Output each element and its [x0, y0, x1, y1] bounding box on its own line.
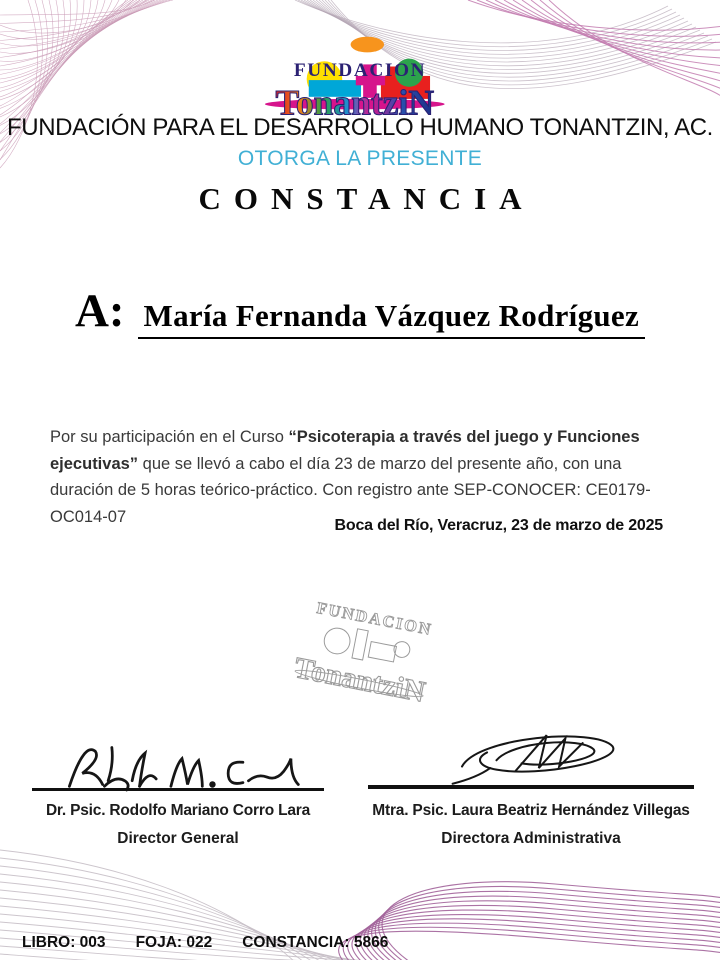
place-date-line: Boca del Río, Veracruz, 23 de marzo de 2025	[334, 517, 663, 534]
document-type-title: CONSTANCIA	[198, 181, 535, 216]
registry-footer	[22, 934, 388, 952]
organization-title: FUNDACIÓN PARA EL DESARROLLO HUMANO TONANTZIN, AC.	[7, 114, 713, 141]
signature-directora-administrativa	[415, 722, 650, 786]
signature-line-right	[368, 785, 694, 789]
stamp-bar	[352, 629, 368, 660]
registry-foja: FOJA: 022	[135, 934, 213, 951]
registry-constancia: CONSTANCIA: 5866	[242, 934, 389, 951]
logo-word-tonantzin: TonantziN	[275, 82, 435, 123]
recipient-prefix: A:	[74, 285, 125, 337]
signer-name-right: Mtra. Psic. Laura Beatriz Hernández Villegas	[372, 802, 690, 819]
recipient-row	[0, 284, 720, 339]
stamp-rect-right	[368, 642, 396, 662]
registry-libro: LIBRO: 003	[22, 934, 106, 951]
signer-role-left: Director General	[117, 830, 239, 847]
signature-director-general	[62, 738, 302, 794]
logo-orange-dot	[351, 37, 384, 53]
recipient-name: María Fernanda Vázquez Rodríguez	[138, 298, 646, 339]
signer-name-left: Dr. Psic. Rodolfo Mariano Corro Lara	[45, 802, 311, 819]
fundacion-tonantzin-logo	[255, 32, 465, 124]
participation-paragraph	[50, 424, 678, 531]
paragraph-suffix: que se llevó a cabo el día 23 de marzo del presente año, con una duración de 5 horas teórico-práctico. Con registro ante SEP-CONOCER: CE0179-OC014-07	[50, 454, 651, 527]
signer-role-right: Directora Administrativa	[441, 830, 621, 847]
stamp-circle-left	[322, 626, 352, 656]
stamp-word-tonantzin: TonantziN	[291, 652, 428, 709]
foundation-stamp	[275, 582, 461, 724]
course-title: “Psicoterapia a través del juego y Funciones ejecutivas”	[50, 428, 640, 473]
paragraph-prefix: Por su participación en el Curso	[50, 428, 289, 446]
stamp-word-fundacion: FUNDACION	[315, 597, 435, 640]
signature-line-left	[32, 788, 324, 791]
otorga-subtitle: OTORGA LA PRESENTE	[237, 147, 483, 170]
logo-word-fundacion: FUNDACION	[293, 59, 427, 81]
